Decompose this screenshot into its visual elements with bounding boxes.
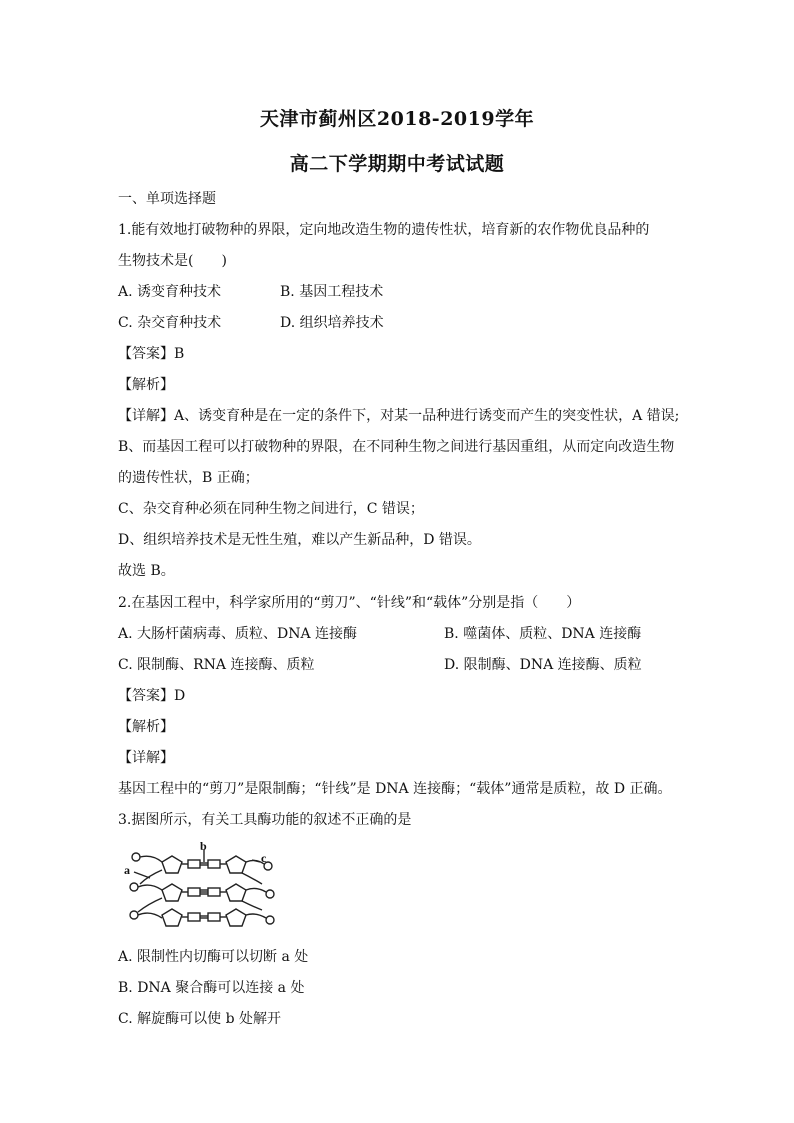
phosphate-circle xyxy=(130,911,138,919)
doc-title-line2: 高二下学期期中考试试题 xyxy=(289,153,505,175)
phosphate-circle xyxy=(266,916,274,924)
phosphate-circle xyxy=(130,883,138,891)
q3-stem: 3.据图所示，有关工具酶功能的叙述不正确的是 xyxy=(118,812,412,828)
base-rect xyxy=(188,913,200,921)
base-rect xyxy=(208,860,220,868)
backbone-bond xyxy=(140,870,162,884)
q3-option-a: A. 限制性内切酶可以切断 a 处 xyxy=(118,949,309,965)
q1-option-a: A. 诱变育种技术 xyxy=(118,284,222,300)
dna-structure-diagram xyxy=(122,842,282,928)
label-c-pointer xyxy=(252,860,260,862)
label-a-pointer xyxy=(134,872,150,878)
q2-option-a: A. 大肠杆菌病毒、质粒、DNA 连接酶 xyxy=(118,626,358,642)
sugar-pentagon xyxy=(226,884,246,901)
base-rect xyxy=(208,888,220,896)
q1-answer: 【答案】B xyxy=(118,346,185,362)
q3-option-b: B. DNA 聚合酶可以连接 a 处 xyxy=(118,980,305,996)
q1-option-b: B. 基因工程技术 xyxy=(280,284,384,300)
q1-detail-line: B、而基因工程可以打破物种的界限，在不同种生物之间进行基因重组，从而定向改造生物 xyxy=(118,439,675,455)
base-rect xyxy=(188,888,200,896)
q1-detail-line: C、杂交育种必须在同种生物之间进行，C 错误； xyxy=(118,501,424,517)
q2-option-d: D. 限制酶、DNA 连接酶、质粒 xyxy=(444,657,642,673)
label-b: b xyxy=(200,842,207,853)
q1-detail-line: 【详解】A、诱变育种是在一定的条件下，对某一品种进行诱变而产生的突变性状，A 错误; xyxy=(118,408,680,424)
q1-detail-line: D、组织培养技术是无性生殖，难以产生新品种，D 错误。 xyxy=(118,532,481,548)
backbone-bond xyxy=(138,898,162,912)
base-rect xyxy=(208,913,220,921)
sugar-pentagon xyxy=(162,884,182,901)
sugar-pentagon xyxy=(226,856,246,873)
backbone-bond xyxy=(138,885,162,890)
q1-option-c: C. 杂交育种技术 xyxy=(118,315,222,331)
backbone-bond xyxy=(138,913,162,918)
label-c: c xyxy=(261,851,267,865)
q2-analysis-label: 【解析】 xyxy=(118,719,174,735)
backbone-bond xyxy=(242,873,262,884)
q2-option-c: C. 限制酶、RNA 连接酶、质粒 xyxy=(118,657,315,673)
q1-detail-line: 的遗传性状，B 正确； xyxy=(118,470,259,486)
q1-detail-line: 故选 B。 xyxy=(118,563,175,579)
phosphate-circle xyxy=(132,853,140,861)
q2-detail-text: 基因工程中的“剪刀”是限制酶；“针线”是 DNA 连接酶；“载体”通常是质粒，故 D 正确。 xyxy=(118,781,672,797)
backbone-bond xyxy=(242,901,262,910)
q1-option-d: D. 组织培养技术 xyxy=(280,315,384,331)
q2-answer: 【答案】D xyxy=(118,688,186,704)
q1-stem-line2: 生物技术是( ) xyxy=(118,253,227,269)
q2-stem: 2.在基因工程中，科学家所用的“剪刀”、“针线”和“载体”分别是指（ ） xyxy=(118,595,581,611)
backbone-bond xyxy=(246,914,266,918)
sugar-pentagon xyxy=(162,909,182,926)
q2-option-b: B. 噬菌体、质粒、DNA 连接酶 xyxy=(444,626,642,642)
q2-detail-label: 【详解】 xyxy=(118,750,174,766)
q1-stem-line1: 1.能有效地打破物种的界限，定向地改造生物的遗传性状，培育新的农作物优良品种的 xyxy=(118,222,650,238)
sugar-pentagon xyxy=(226,909,246,926)
base-rect xyxy=(188,860,200,868)
backbone-bond xyxy=(246,888,266,892)
sugar-pentagon xyxy=(162,856,182,873)
label-a: a xyxy=(124,863,130,877)
section-heading: 一、单项选择题 xyxy=(118,191,216,207)
backbone-bond xyxy=(140,856,162,862)
doc-title-line1: 天津市蓟州区2018-2019学年 xyxy=(259,108,535,130)
q3-option-c: C. 解旋酶可以使 b 处解开 xyxy=(118,1011,281,1027)
q1-analysis-label: 【解析】 xyxy=(118,377,174,393)
phosphate-circle xyxy=(266,890,274,898)
